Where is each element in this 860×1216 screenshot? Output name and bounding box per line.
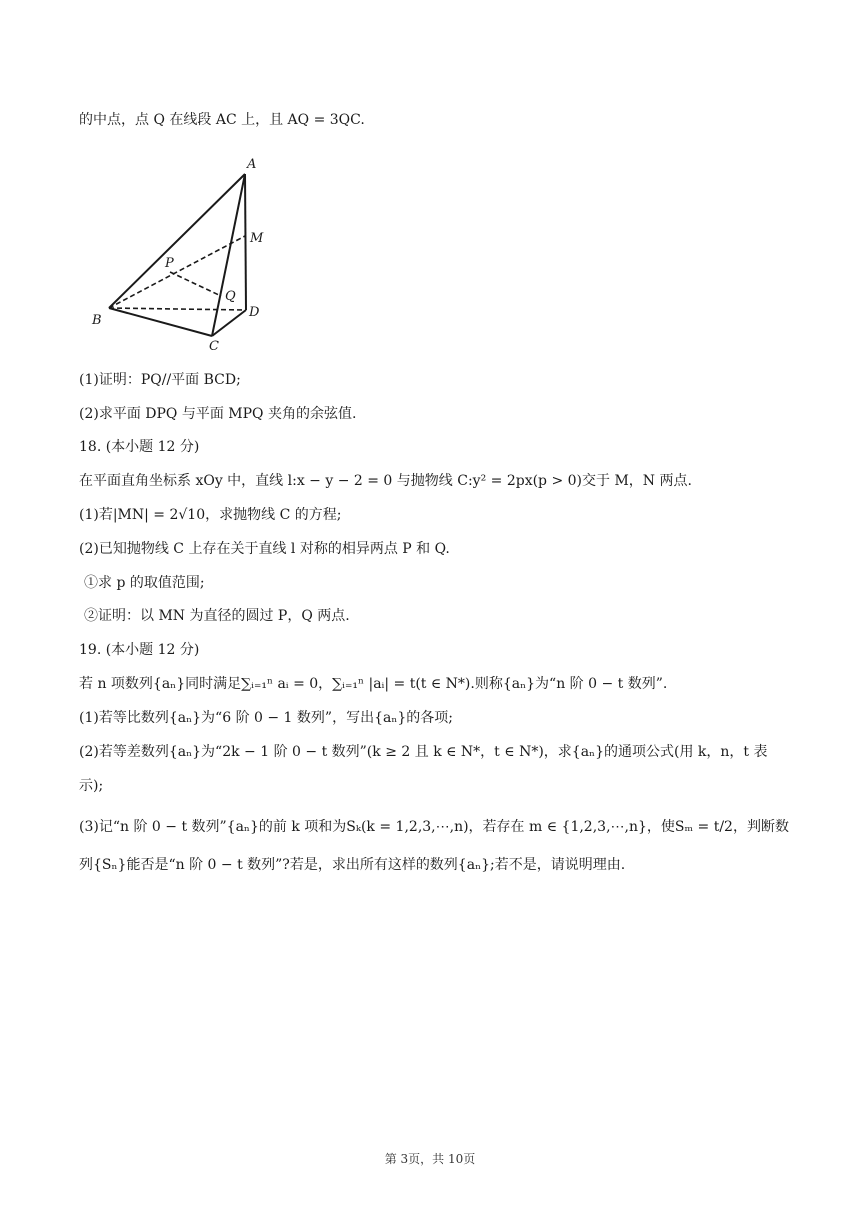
text-line-13: (2)若等差数列{aₙ}为“2k − 1 阶 0 − t 数列”(k ≥ 2 且 k ∈ N*，t ∈ N*)，求{aₙ}的通项公式(用 k，n，t 表 xyxy=(79,744,768,760)
tetrahedron-figure xyxy=(88,150,278,355)
edge-AB xyxy=(109,174,245,308)
page-number: 第 3页，共 10页 xyxy=(384,1152,476,1166)
label-P: P xyxy=(165,256,174,271)
text-line-16: 列{Sₙ}能否是“n 阶 0 − t 数列”?若是，求出所有这样的数列{aₙ};若不是，请说明理由. xyxy=(79,857,626,873)
question-18-heading: 18. (本小题 12 分) xyxy=(79,439,200,455)
text-line-7: (2)已知抛物线 C 上存在关于直线 l 对称的相异两点 P 和 Q. xyxy=(79,541,450,557)
text-line-6: (1)若|MN| = 2√10，求抛物线 C 的方程; xyxy=(79,507,342,523)
text-line-11: 若 n 项数列{aₙ}同时满足∑ᵢ₌₁ⁿ aᵢ = 0，∑ᵢ₌₁ⁿ |aᵢ| = t(t ∈ N*).则称{aₙ}为“n 阶 0 − t 数列”. xyxy=(79,676,668,692)
label-A: A xyxy=(247,157,257,172)
edge-BC xyxy=(109,308,212,336)
label-M: M xyxy=(250,231,264,246)
text-line-8: ①求 p 的取值范围; xyxy=(84,575,205,591)
text-line-3: (2)求平面 DPQ 与平面 MPQ 夹角的余弦值. xyxy=(79,406,357,422)
text-line-12: (1)若等比数列{aₙ}为“6 阶 0 − 1 数列”，写出{aₙ}的各项; xyxy=(79,710,454,726)
text-line-2: (1)证明：PQ//平面 BCD; xyxy=(79,372,241,388)
label-B: B xyxy=(92,313,102,328)
edge-AC xyxy=(212,174,245,336)
label-C: C xyxy=(209,339,219,354)
label-Q: Q xyxy=(225,289,236,304)
text-line-14: 示); xyxy=(79,778,104,794)
text-line-9: ②证明：以 MN 为直径的圆过 P，Q 两点. xyxy=(84,608,350,624)
label-D: D xyxy=(249,305,260,320)
question-19-heading: 19. (本小题 12 分) xyxy=(79,642,200,658)
text-line-1: 的中点，点 Q 在线段 AC 上，且 AQ = 3QC. xyxy=(79,112,365,128)
edge-AD xyxy=(245,174,246,310)
text-line-15: (3)记“n 阶 0 − t 数列”{aₙ}的前 k 项和为Sₖ(k = 1,2,3,⋯,n)，若存在 m ∈ {1,2,3,⋯,n}，使Sₘ = t/2，判断数 xyxy=(79,819,789,835)
edge-PQ xyxy=(170,272,221,296)
edge-BD xyxy=(109,308,246,310)
text-line-5: 在平面直角坐标系 xOy 中，直线 l:x − y − 2 = 0 与抛物线 C:y² = 2px(p > 0)交于 M，N 两点. xyxy=(79,473,692,489)
